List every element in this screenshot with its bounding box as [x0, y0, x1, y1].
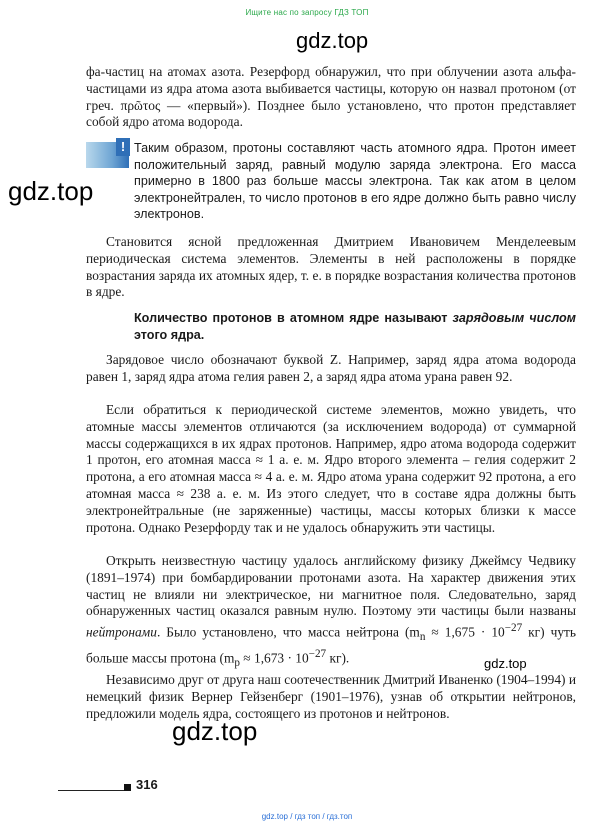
paragraph-mendeleev: Становится ясной предложенная Дмитрием Ивановичем Менделеевым периодическая система элементов. Элементы в ней расположены в порядке возрастания заряда их атомных ядер, т. е. в порядке возрастания количества протонов в ядре. [86, 234, 576, 300]
watermark-bottom: gdz.top [172, 716, 258, 746]
proton-mass-subscript: p [234, 657, 240, 670]
page-number: 316 [136, 777, 158, 792]
neutron-text-c: ≈ 1,675 · 10 [425, 624, 505, 640]
definition-term: зарядовым числом [452, 311, 576, 325]
definition-text-start: Количество протонов в атомном ядре называют [134, 311, 453, 325]
neutron-text-e: ≈ 1,673 · 10 [239, 650, 309, 666]
paragraph-rutherford-proton: фа-частиц на атомах азота. Резерфорд обнаружил, что при облучении азота альфа-частицами из ядра атома азота выбивается частицы, которую он назвал протоном (от греч. πρῶτος — «первый»). Позднее было установлено, что протон представляет собой ядро атома водорода. [86, 64, 576, 130]
watermark-top: gdz.top [296, 28, 369, 53]
paragraph-ivanenko-heisenberg: Независимо друг от друга наш соотечественник Дмитрий Иваненко (1904–1994) и немецкий физик Вернер Гейзенберг (1901–1976), узнав об открытии нейтронов, предложили модель ядра, состоящего из протонов и нейтронов. [86, 672, 577, 721]
neutron-text-b: . Было установлено, что масса нейтрона (m [156, 624, 420, 640]
paragraph-chadwick-neutron [86, 553, 576, 672]
neutron-text-a: Открыть неизвестную частицу удалось английскому физику Джеймсу Чедвику (1891–1974) при бомбардировании протонами азота. На характер движения этих частиц не влияли ни электрическое, ни магнитное поля. Следовательно, заряд обнаруженных частиц оказался равным нулю. Поэтому эти частицы были названы [86, 553, 576, 619]
header-search-link[interactable]: Ищите нас по запросу ГДЗ ТОП [245, 8, 369, 17]
watermark-right: gdz.top [484, 656, 527, 671]
paragraph-atomic-masses: Если обратиться к периодической системе элементов, можно увидеть, что атомные массы элементов отличаются (за исключением водорода) от суммарной массы содержащихся в их ядрах протонов. Например, ядро атома водорода содержит 1 протон, его атомная масса ≈ 1 а. е. м. Ядро второго элемента – гелия содержит 2 протона, а его атомная масса ≈ 4 а. е. м. Ядро атома урана содержит 92 протона, а его атомная масса ≈ 238 а. е. м. Из этого следует, что в составе ядра должны быть электронейтральные (не заряженные) частицы, массы которых близки к массе протона. Однако Резерфорду так и не удалось обнаружить эти частицы. [86, 402, 576, 535]
definition-text-end: этого ядра. [134, 327, 205, 342]
neutron-text-f: кг). [326, 650, 350, 666]
definition-charge-number [134, 310, 576, 343]
watermark-left: gdz.top [8, 176, 94, 206]
page-number-rule [58, 790, 126, 791]
exclamation-icon: ! [116, 138, 130, 156]
footer-links[interactable]: gdz.top / гдз топ / гдз.топ [261, 812, 353, 821]
proton-mass-exponent: −27 [308, 648, 327, 661]
neutron-mass-exponent: −27 [504, 622, 523, 635]
neutron-term: нейтронами [86, 624, 157, 640]
callout-proton-summary: Таким образом, протоны составляют часть атомного ядра. Протон имеет положительный заряд, равный модулю заряда электрона. Его масса примерно в 1800 раз больше массы электрона. Так как атом в целом электронейтрален, то число протонов в его ядре должно быть равно числу электронов. [134, 141, 576, 222]
page-number-marker [124, 784, 131, 791]
neutron-text-d: кг) чуть больше массы протона (m [86, 624, 577, 666]
neutron-mass-subscript: n [419, 631, 426, 644]
paragraph-charge-number-z: Зарядовое число обозначают буквой Z. Например, заряд ядра атома водорода равен 1, заряд ядра атома гелия равен 2, а заряд ядра атома урана равен 92. [86, 352, 576, 384]
